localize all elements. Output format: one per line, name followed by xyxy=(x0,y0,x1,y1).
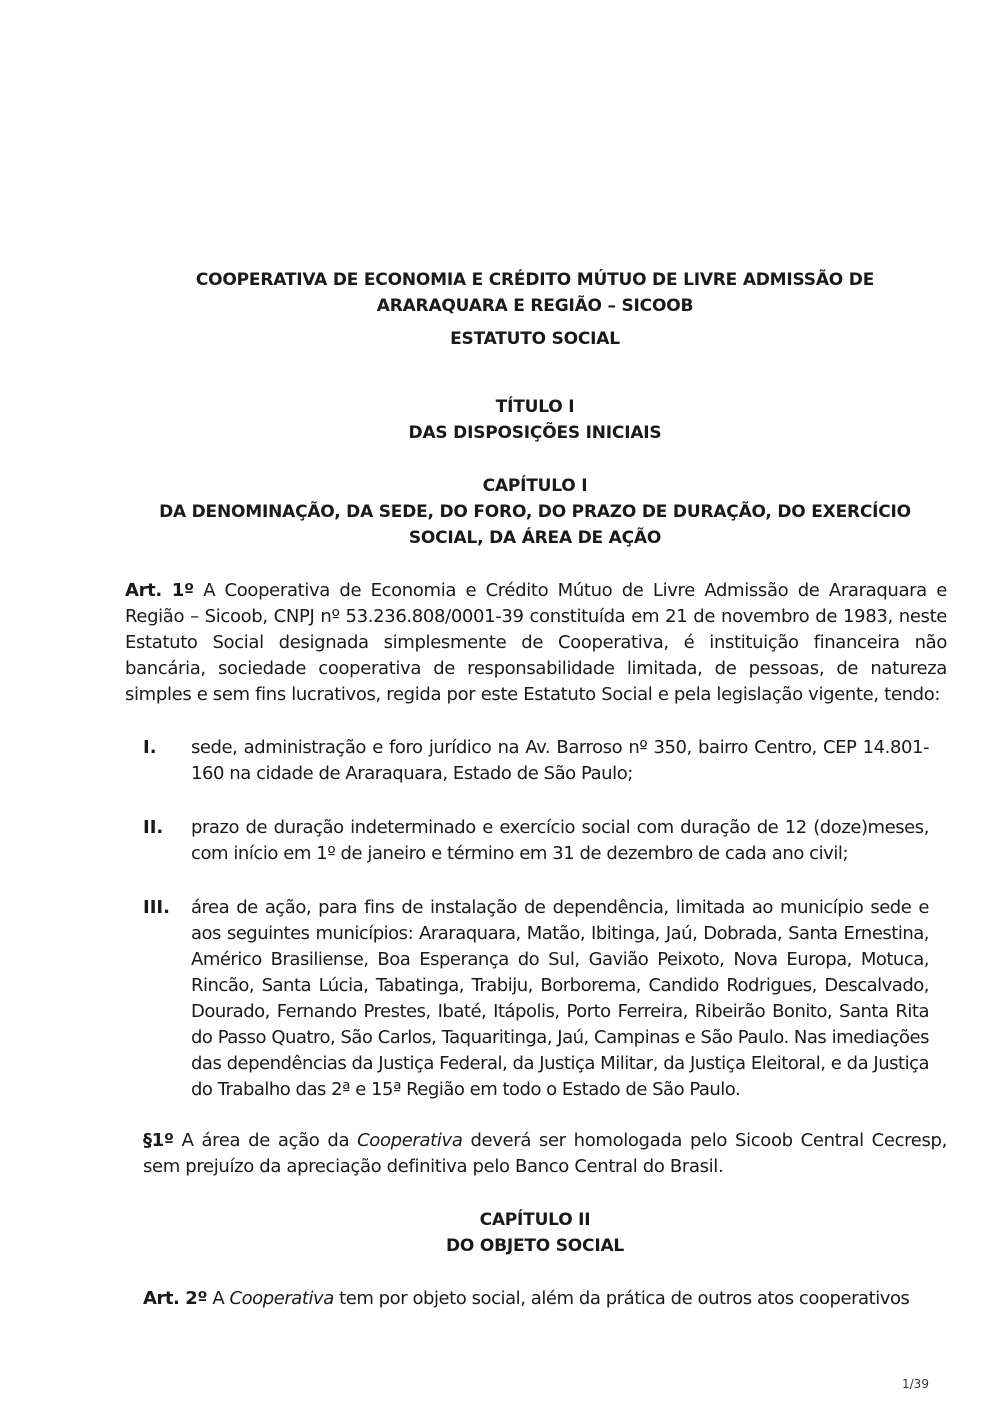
art1-paragraph xyxy=(125,578,947,708)
art2-paragraph xyxy=(143,1286,947,1312)
titulo-name: DAS DISPOSIÇÕES INICIAIS xyxy=(408,423,662,443)
item-text: sede, administração e foro jurídico na Av. Barroso nº 350, bairro Centro, CEP 14.801-160 na cidade de Araraquara, Estado de São Paulo; xyxy=(191,737,929,784)
art1-label: Art. 1º xyxy=(125,580,194,601)
art2-emphasis: Cooperativa xyxy=(229,1288,334,1309)
paragraph-1-label: §1º xyxy=(143,1130,174,1151)
capitulo1-name-line2: SOCIAL, DA ÁREA DE AÇÃO xyxy=(408,528,662,548)
item-number: I. xyxy=(143,737,157,758)
art1-text: A Cooperativa de Economia e Crédito Mútuo de Livre Admissão de Araraquara e Região – Sicoob, CNPJ nº 53.236.808/0001-39 constituída em 21 de novembro de 1983, neste Estatuto Social designada simplesmente de Cooperativa, é instituição financeira não bancária, sociedade cooperativa de responsabilidade limitada, de pessoas, de natureza simples e sem fins lucrativos, regida por este Estatuto Social e pela legislação vigente, tendo: xyxy=(125,580,947,705)
item-text: área de ação, para fins de instalação de dependência, limitada ao município sede e aos seguintes municípios: Araraquara, Matão, Ibitinga, Jaú, Dobrada, Santa Ernestina, Américo Brasiliense, Boa Esperança do Sul, Gavião Peixoto, Nova Europa, Motuca, Rincão, Santa Lúcia, Tabatinga, Trabiju, Borborema, Candido Rodrigues, Descalvado, Dourado, Fernando Prestes, Ibaté, Itápolis, Porto Ferreira, Ribeirão Bonito, Santa Rita do Passo Quatro, São Carlos, Taquaritinga, Jaú, Campinas e São Paulo. Nas imediações das dependências da Justiça Federal, da Justiça Militar, da Justiça Eleitoral, e da Justiça do Trabalho das 2ª e 15ª Região em todo o Estado de São Paulo. xyxy=(191,897,929,1100)
paragraph-1-post: deverá ser homologada pelo Sicoob Central Cecresp, sem prejuízo da apreciação definitiva pelo Banco Central do Brasil. xyxy=(143,1130,947,1177)
item-number: III. xyxy=(143,897,170,918)
org-name-line2: ARARAQUARA E REGIÃO – SICOOB xyxy=(376,296,694,316)
capitulo2-label: CAPÍTULO II xyxy=(479,1210,591,1230)
paragraph-1-pre: A área de ação da xyxy=(181,1130,350,1151)
art2-label: Art. 2º xyxy=(143,1288,208,1309)
art2-pre: A xyxy=(212,1288,225,1309)
item-text: prazo de duração indeterminado e exercício social com duração de 12 (doze)meses, com início em 1º de janeiro e término em 31 de dezembro de cada ano civil; xyxy=(191,817,929,864)
art2-post: tem por objeto social, além da prática de outros atos cooperativos xyxy=(339,1288,910,1309)
capitulo2-name: DO OBJETO SOCIAL xyxy=(445,1236,625,1256)
org-name-line1: COOPERATIVA DE ECONOMIA E CRÉDITO MÚTUO DE LIVRE ADMISSÃO DE xyxy=(195,270,875,290)
item-number: II. xyxy=(143,817,164,838)
page-number: 1/39 xyxy=(902,1377,929,1391)
titulo-label: TÍTULO I xyxy=(495,397,575,417)
document-title: ESTATUTO SOCIAL xyxy=(450,329,620,349)
capitulo1-label: CAPÍTULO I xyxy=(482,476,588,496)
paragraph-1 xyxy=(143,1128,947,1180)
paragraph-1-emphasis: Cooperativa xyxy=(357,1130,463,1151)
capitulo1-name-line1: DA DENOMINAÇÃO, DA SEDE, DO FORO, DO PRAZO DE DURAÇÃO, DO EXERCÍCIO xyxy=(159,502,911,522)
